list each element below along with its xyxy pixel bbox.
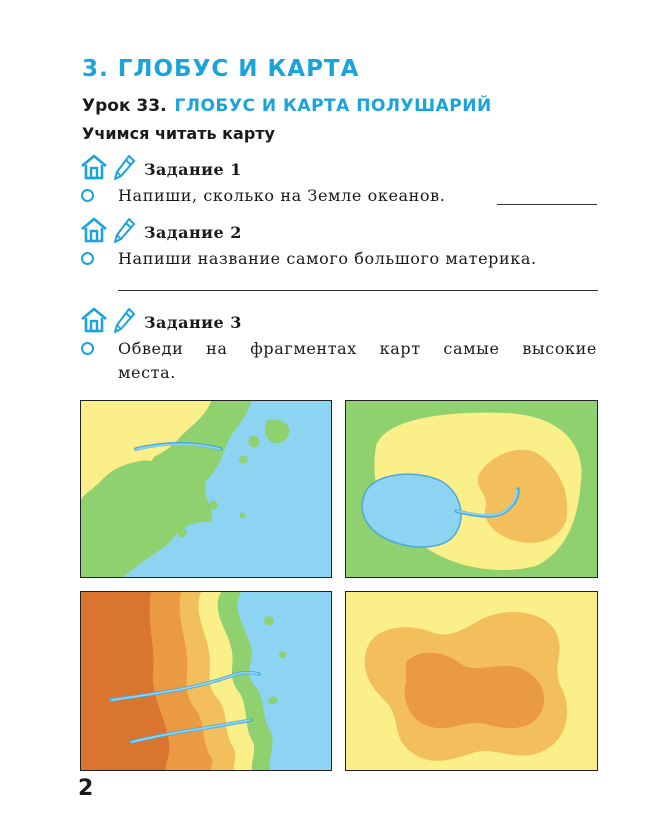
map-fragment-4-drawing (346, 592, 598, 771)
pencil-icon (114, 154, 136, 184)
lesson-heading (82, 96, 492, 116)
task-2-header (80, 216, 242, 248)
task-1-label: Задание 1 (144, 159, 242, 179)
map-fragment-3-drawing (81, 592, 332, 771)
task-1-text: Напиши, сколько на Земле океанов. (118, 186, 446, 205)
lesson-subtitle: Учимся читать карту (82, 124, 275, 143)
task-1-bullet (81, 189, 94, 202)
task-3-text-line-1: Обведи на фрагментах карт самые высокие (118, 339, 597, 358)
task-2-text: Напиши название самого большого материка. (118, 249, 537, 268)
lesson-number: Урок 33. (82, 96, 167, 116)
task-1-header (80, 153, 242, 185)
map-fragment-1-drawing (81, 401, 332, 578)
map-fragment-4[interactable] (345, 591, 598, 771)
task-3-bullet (81, 342, 94, 355)
task-1-answer-line[interactable] (497, 204, 597, 205)
task-3-text-line-2: места. (118, 363, 176, 382)
pencil-icon (114, 217, 136, 247)
page-number: 2 (78, 776, 94, 801)
home-icon (80, 306, 108, 338)
lesson-title: ГЛОБУС И КАРТА ПОЛУШАРИЙ (174, 96, 492, 116)
task-2-bullet (81, 252, 94, 265)
home-icon (80, 216, 108, 248)
task-2-label: Задание 2 (144, 222, 242, 242)
task-3-header (80, 306, 242, 338)
map-fragment-2-drawing (346, 401, 598, 578)
home-icon (80, 153, 108, 185)
map-fragment-3[interactable] (80, 591, 332, 771)
task-3-label: Задание 3 (144, 312, 242, 332)
task-2-answer-line[interactable] (118, 290, 598, 291)
pencil-icon (114, 307, 136, 337)
map-fragment-1[interactable] (80, 400, 332, 578)
chapter-title: 3. ГЛОБУС И КАРТА (82, 56, 360, 82)
map-fragment-2[interactable] (345, 400, 598, 578)
